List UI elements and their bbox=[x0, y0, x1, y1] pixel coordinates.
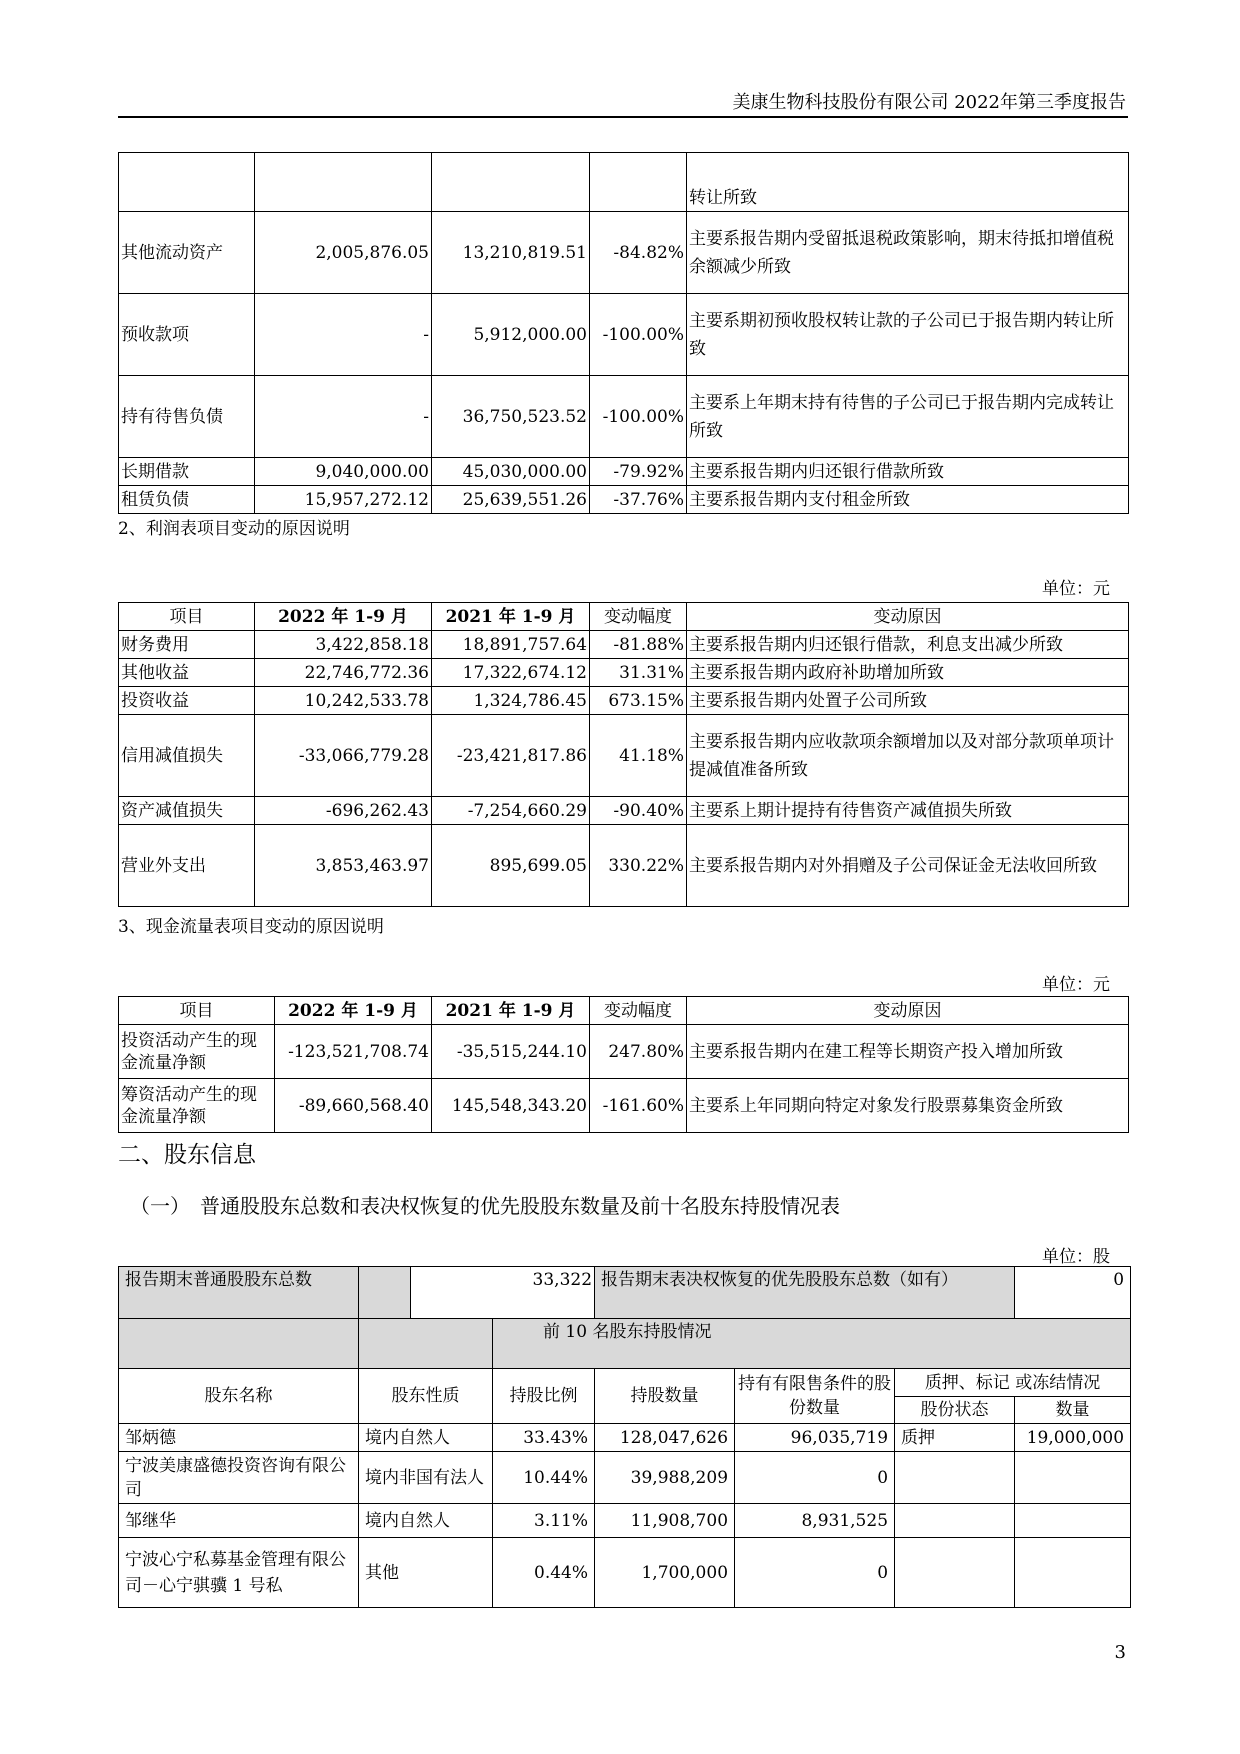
table-header-row bbox=[119, 1369, 1131, 1397]
table-header-row bbox=[119, 997, 1129, 1025]
current-cell: -123,521,708.74 bbox=[275, 1025, 432, 1079]
section-subheading: （一） 普通股股东总数和表决权恢复的优先股股东数量及前十名股东持股情况表 bbox=[130, 1194, 840, 1218]
holder-name: 邹炳德 bbox=[119, 1424, 359, 1452]
holder-nature: 境内非国有法人 bbox=[359, 1452, 493, 1504]
current-cell: - bbox=[255, 376, 432, 458]
reason-cell: 主要系上年同期向特定对象发行股票募集资金所致 bbox=[687, 1079, 1129, 1133]
header-current: 2022 年 1-9 月 bbox=[255, 603, 432, 631]
table-row bbox=[119, 1319, 1131, 1369]
reason-cell: 主要系报告期内受留抵退税政策影响，期末待抵扣增值税余额减少所致 bbox=[687, 212, 1129, 294]
section-title: 2、利润表项目变动的原因说明 bbox=[118, 519, 350, 539]
reason-cell: 主要系报告期内在建工程等长期资产投入增加所致 bbox=[687, 1025, 1129, 1079]
current-cell: 3,853,463.97 bbox=[255, 825, 432, 907]
shareholders-table bbox=[118, 1266, 1131, 1608]
table-row bbox=[119, 212, 1129, 294]
table-row bbox=[119, 687, 1129, 715]
holder-name: 宁波美康盛德投资咨询有限公司 bbox=[119, 1452, 359, 1504]
header-pledge: 质押、标记 或冻结情况 bbox=[895, 1369, 1131, 1397]
reason-cell: 主要系报告期内支付租金所致 bbox=[687, 486, 1129, 514]
current-cell: -33,066,779.28 bbox=[255, 715, 432, 797]
item-cell: 筹资活动产生的现金流量净额 bbox=[119, 1079, 275, 1133]
holder-name: 宁波心宁私募基金管理有限公司－心宁骐骥 1 号私 bbox=[119, 1538, 359, 1608]
item-cell: 资产减值损失 bbox=[119, 797, 255, 825]
change-cell: 41.18% bbox=[590, 715, 687, 797]
unit-label: 单位：股 bbox=[1042, 1247, 1110, 1267]
change-cell: -100.00% bbox=[590, 376, 687, 458]
holder-count bbox=[1015, 1452, 1131, 1504]
table-row bbox=[119, 797, 1129, 825]
header-shares: 持股数量 bbox=[595, 1369, 735, 1424]
header-item: 项目 bbox=[119, 603, 255, 631]
holder-restricted: 96,035,719 bbox=[735, 1424, 895, 1452]
unit-label: 单位：元 bbox=[1042, 579, 1110, 599]
table-row bbox=[119, 1538, 1131, 1608]
holder-ratio: 10.44% bbox=[493, 1452, 595, 1504]
reason-cell: 主要系报告期内政府补助增加所致 bbox=[687, 659, 1129, 687]
table-row bbox=[119, 1504, 1131, 1538]
header-name: 股东名称 bbox=[119, 1369, 359, 1424]
reason-cell: 主要系上期计提持有待售资产减值损失所致 bbox=[687, 797, 1129, 825]
holder-nature: 境内自然人 bbox=[359, 1504, 493, 1538]
holder-restricted: 0 bbox=[735, 1538, 895, 1608]
change-cell: -81.88% bbox=[590, 631, 687, 659]
change-cell: -84.82% bbox=[590, 212, 687, 294]
header-item: 项目 bbox=[119, 997, 275, 1025]
table-row bbox=[119, 715, 1129, 797]
current-cell: 3,422,858.18 bbox=[255, 631, 432, 659]
header-status: 股份状态 bbox=[895, 1397, 1015, 1424]
previous-cell: -23,421,817.86 bbox=[432, 715, 590, 797]
table-row bbox=[119, 486, 1129, 514]
header-previous: 2021 年 1-9 月 bbox=[432, 603, 590, 631]
holder-restricted: 8,931,525 bbox=[735, 1504, 895, 1538]
change-cell: -161.60% bbox=[590, 1079, 687, 1133]
item-cell: 预收款项 bbox=[119, 294, 255, 376]
header-current: 2022 年 1-9 月 bbox=[275, 997, 432, 1025]
header-previous: 2021 年 1-9 月 bbox=[432, 997, 590, 1025]
table-row bbox=[119, 1025, 1129, 1079]
reason-cell: 主要系报告期内归还银行借款所致 bbox=[687, 458, 1129, 486]
total-holders-label: 报告期末普通股股东总数 bbox=[119, 1267, 359, 1319]
item-cell: 信用减值损失 bbox=[119, 715, 255, 797]
previous-cell: 45,030,000.00 bbox=[432, 458, 590, 486]
reason-cell: 主要系上年期末持有待售的子公司已于报告期内完成转让所致 bbox=[687, 376, 1129, 458]
holder-count bbox=[1015, 1538, 1131, 1608]
current-cell: 9,040,000.00 bbox=[255, 458, 432, 486]
holder-name: 邹继华 bbox=[119, 1504, 359, 1538]
header-title: 美康生物科技股份有限公司 2022年第三季度报告 bbox=[732, 92, 1126, 113]
current-cell: 22,746,772.36 bbox=[255, 659, 432, 687]
previous-cell: 1,324,786.45 bbox=[432, 687, 590, 715]
change-cell: 330.22% bbox=[590, 825, 687, 907]
section-title: 3、现金流量表项目变动的原因说明 bbox=[118, 917, 384, 937]
change-cell: -79.92% bbox=[590, 458, 687, 486]
total-holders-value: 33,322 bbox=[411, 1267, 595, 1319]
header-count: 数量 bbox=[1015, 1397, 1131, 1424]
holder-count: 19,000,000 bbox=[1015, 1424, 1131, 1452]
pref-holders-label: 报告期末表决权恢复的优先股股东总数（如有） bbox=[595, 1267, 1015, 1319]
reason-cell: 主要系报告期内归还银行借款，利息支出减少所致 bbox=[687, 631, 1129, 659]
reason-cell: 转让所致 bbox=[687, 153, 1129, 212]
reason-cell: 主要系报告期内对外捐赠及子公司保证金无法收回所致 bbox=[687, 825, 1129, 907]
change-cell: -100.00% bbox=[590, 294, 687, 376]
page-header bbox=[118, 88, 1128, 118]
change-cell: 31.31% bbox=[590, 659, 687, 687]
income-change-table bbox=[118, 602, 1129, 907]
pref-holders-value: 0 bbox=[1015, 1267, 1131, 1319]
header-ratio: 持股比例 bbox=[493, 1369, 595, 1424]
previous-cell: -7,254,660.29 bbox=[432, 797, 590, 825]
item-cell: 租赁负债 bbox=[119, 486, 255, 514]
previous-cell: 17,322,674.12 bbox=[432, 659, 590, 687]
previous-cell: 145,548,343.20 bbox=[432, 1079, 590, 1133]
change-cell: -37.76% bbox=[590, 486, 687, 514]
table-row bbox=[119, 458, 1129, 486]
holder-shares: 1,700,000 bbox=[595, 1538, 735, 1608]
table-row bbox=[119, 1424, 1131, 1452]
holder-status bbox=[895, 1504, 1015, 1538]
table-row bbox=[119, 153, 1129, 212]
holder-shares: 128,047,626 bbox=[595, 1424, 735, 1452]
previous-cell: 18,891,757.64 bbox=[432, 631, 590, 659]
table-row bbox=[119, 1452, 1131, 1504]
holder-restricted: 0 bbox=[735, 1452, 895, 1504]
item-cell: 营业外支出 bbox=[119, 825, 255, 907]
holder-ratio: 3.11% bbox=[493, 1504, 595, 1538]
item-cell: 投资活动产生的现金流量净额 bbox=[119, 1025, 275, 1079]
current-cell: 10,242,533.78 bbox=[255, 687, 432, 715]
previous-cell: 895,699.05 bbox=[432, 825, 590, 907]
item-cell: 其他收益 bbox=[119, 659, 255, 687]
holder-shares: 39,988,209 bbox=[595, 1452, 735, 1504]
holder-shares: 11,908,700 bbox=[595, 1504, 735, 1538]
header-change: 变动幅度 bbox=[590, 997, 687, 1025]
item-cell: 财务费用 bbox=[119, 631, 255, 659]
balance-change-table bbox=[118, 152, 1129, 514]
holder-ratio: 0.44% bbox=[493, 1538, 595, 1608]
table-row bbox=[119, 631, 1129, 659]
previous-cell: -35,515,244.10 bbox=[432, 1025, 590, 1079]
change-cell: -90.40% bbox=[590, 797, 687, 825]
item-cell: 长期借款 bbox=[119, 458, 255, 486]
cashflow-change-table bbox=[118, 996, 1129, 1133]
table-header-row bbox=[119, 603, 1129, 631]
previous-cell: 25,639,551.26 bbox=[432, 486, 590, 514]
holder-status bbox=[895, 1452, 1015, 1504]
item-cell: 持有待售负债 bbox=[119, 376, 255, 458]
header-change: 变动幅度 bbox=[590, 603, 687, 631]
current-cell: - bbox=[255, 294, 432, 376]
page-number: 3 bbox=[1114, 1642, 1126, 1663]
reason-cell: 主要系报告期内处置子公司所致 bbox=[687, 687, 1129, 715]
top10-label: 前 10 名股东持股情况 bbox=[493, 1319, 1131, 1369]
holder-status: 质押 bbox=[895, 1424, 1015, 1452]
unit-label: 单位：元 bbox=[1042, 975, 1110, 995]
current-cell: 15,957,272.12 bbox=[255, 486, 432, 514]
table-row bbox=[119, 1267, 1131, 1319]
table-row bbox=[119, 659, 1129, 687]
section-heading: 二、股东信息 bbox=[118, 1142, 256, 1168]
reason-cell: 主要系期初预收股权转让款的子公司已于报告期内转让所致 bbox=[687, 294, 1129, 376]
table-row bbox=[119, 825, 1129, 907]
change-cell: 673.15% bbox=[590, 687, 687, 715]
previous-cell: 5,912,000.00 bbox=[432, 294, 590, 376]
header-nature: 股东性质 bbox=[359, 1369, 493, 1424]
table-row bbox=[119, 376, 1129, 458]
reason-cell: 主要系报告期内应收款项余额增加以及对部分款项单项计提减值准备所致 bbox=[687, 715, 1129, 797]
current-cell: -89,660,568.40 bbox=[275, 1079, 432, 1133]
header-reason: 变动原因 bbox=[687, 603, 1129, 631]
holder-status bbox=[895, 1538, 1015, 1608]
item-cell: 投资收益 bbox=[119, 687, 255, 715]
change-cell: 247.80% bbox=[590, 1025, 687, 1079]
table-row bbox=[119, 1079, 1129, 1133]
holder-count bbox=[1015, 1504, 1131, 1538]
holder-nature: 其他 bbox=[359, 1538, 493, 1608]
header-restricted: 持有有限售条件的股份数量 bbox=[735, 1369, 895, 1424]
previous-cell: 36,750,523.52 bbox=[432, 376, 590, 458]
holder-ratio: 33.43% bbox=[493, 1424, 595, 1452]
header-reason: 变动原因 bbox=[687, 997, 1129, 1025]
current-cell: 2,005,876.05 bbox=[255, 212, 432, 294]
holder-nature: 境内自然人 bbox=[359, 1424, 493, 1452]
previous-cell: 13,210,819.51 bbox=[432, 212, 590, 294]
table-row bbox=[119, 294, 1129, 376]
current-cell: -696,262.43 bbox=[255, 797, 432, 825]
item-cell: 其他流动资产 bbox=[119, 212, 255, 294]
